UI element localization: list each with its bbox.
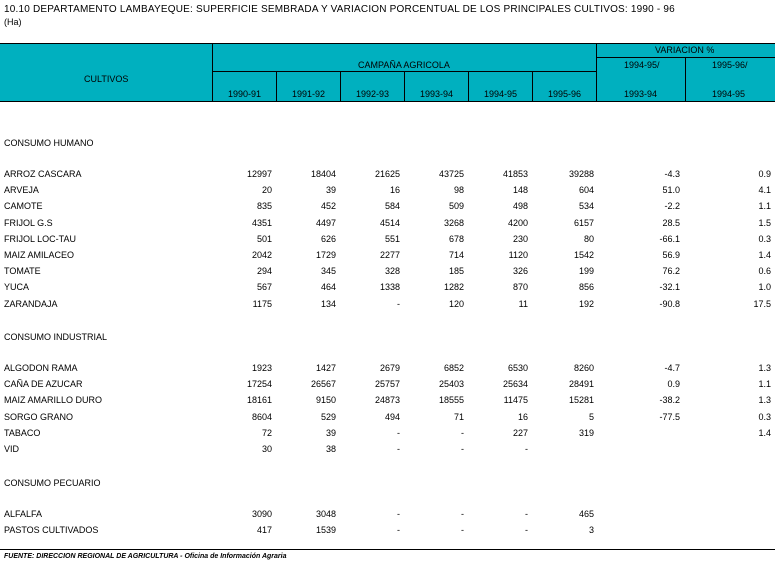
crop-name: ZARANDAJA (4, 298, 58, 309)
footer-rule (0, 549, 775, 550)
area-value: 18161 (246, 395, 272, 406)
area-value: 199 (578, 266, 594, 277)
area-value: 15281 (568, 395, 594, 406)
area-value: 2277 (379, 250, 400, 260)
area-value: - (397, 427, 400, 438)
variation-value: 0.9 (758, 169, 771, 179)
variation-value: 4.1 (758, 185, 771, 196)
area-value: 464 (320, 282, 336, 293)
area-value: 148 (512, 185, 528, 196)
area-value: 39288 (568, 169, 594, 179)
table-row (0, 232, 775, 248)
area-value: 25757 (374, 379, 400, 390)
table-row (0, 248, 775, 264)
area-value: 39 (325, 185, 336, 196)
area-value: 1729 (315, 250, 336, 260)
header-year: 1991-92 (292, 89, 326, 99)
area-value: 28491 (568, 379, 594, 390)
table-row (0, 410, 775, 426)
source-footnote: FUENTE: DIRECCION REGIONAL DE AGRICULTURA - Oficina de Información Agraria (4, 553, 287, 560)
area-value: 6852 (443, 363, 464, 373)
area-value: 1282 (443, 282, 464, 293)
header-var-top: 1995-96/ (712, 60, 748, 70)
area-value: 230 (512, 233, 528, 244)
table-row (0, 216, 775, 232)
area-value: 529 (320, 411, 336, 422)
area-value: 567 (256, 282, 272, 293)
area-value: 25634 (502, 379, 528, 390)
crop-name: MAIZ AMILACEO (4, 250, 75, 260)
header-top-border (0, 43, 775, 44)
crop-name: TOMATE (4, 266, 41, 277)
crop-name: CAMOTE (4, 201, 43, 212)
crop-name: CAÑA DE AZUCAR (4, 379, 83, 390)
variation-value: 0.3 (758, 411, 771, 422)
area-value: 134 (320, 298, 336, 309)
area-value: 18404 (310, 169, 336, 179)
variation-value: 1.5 (758, 217, 771, 228)
area-value: 120 (448, 298, 464, 309)
area-value: - (397, 509, 400, 519)
section-heading: CONSUMO PECUARIO (4, 478, 101, 488)
area-value: 714 (448, 250, 464, 260)
variation-value: 1.1 (758, 379, 771, 390)
area-value: 319 (578, 427, 594, 438)
area-value: 584 (384, 201, 400, 212)
table-header (0, 43, 775, 101)
area-value: 80 (583, 233, 594, 244)
area-value: 328 (384, 266, 400, 277)
crop-name: MAIZ AMARILLO DURO (4, 395, 103, 406)
area-value: 417 (256, 525, 272, 536)
table-row (0, 442, 775, 458)
area-value: 26567 (310, 379, 336, 390)
area-value: - (397, 444, 400, 454)
area-value: 345 (320, 266, 336, 277)
unit-label: (Ha) (4, 17, 22, 27)
header-bottom-border (0, 101, 775, 102)
area-value: 1923 (251, 363, 272, 373)
area-value: 1539 (315, 525, 336, 536)
header-year: 1992-93 (356, 89, 390, 99)
area-value: 494 (384, 411, 400, 422)
table-row (0, 264, 775, 280)
crop-name: YUCA (4, 282, 30, 293)
variation-value: 1.1 (758, 201, 771, 212)
crop-name: FRIJOL G.S (4, 217, 53, 228)
header-divider (685, 57, 686, 101)
header-variacion: VARIACION % (655, 45, 715, 55)
header-divider (212, 43, 213, 101)
area-value: 6157 (573, 217, 594, 228)
variation-value: 1.3 (758, 395, 771, 406)
area-value: 509 (448, 201, 464, 212)
crop-name: VID (4, 444, 20, 454)
area-value: 227 (512, 427, 528, 438)
area-value: 1338 (379, 282, 400, 293)
header-divider (532, 71, 533, 101)
area-value: 1120 (508, 250, 528, 260)
crop-name: ARVEJA (4, 185, 39, 196)
crop-name: PASTOS CULTIVADOS (4, 525, 99, 536)
area-value: 24873 (374, 395, 400, 406)
area-value: 43725 (438, 169, 464, 179)
area-value: 678 (448, 233, 464, 244)
header-var-top: 1994-95/ (624, 60, 660, 70)
area-value: 2042 (251, 250, 272, 260)
variation-value: -38.2 (659, 395, 680, 406)
area-value: 604 (578, 185, 594, 196)
area-value: - (461, 509, 464, 519)
area-value: 185 (448, 266, 464, 277)
variation-value: 1.3 (758, 363, 771, 373)
header-year: 1995-96 (548, 89, 582, 99)
variation-value: -32.1 (659, 282, 680, 293)
variation-value: -4.3 (664, 169, 680, 179)
table-row (0, 523, 775, 539)
area-value: 856 (578, 282, 594, 293)
area-value: - (525, 444, 528, 454)
variation-value: 1.0 (758, 282, 771, 293)
table-row (0, 377, 775, 393)
area-value: 4351 (251, 217, 272, 228)
table-row (0, 426, 775, 442)
variation-value: 17.5 (753, 298, 771, 309)
header-divider (340, 71, 341, 101)
area-value: 98 (453, 185, 464, 196)
area-value: 4514 (379, 217, 400, 228)
area-value: 71 (453, 411, 464, 422)
area-value: - (397, 298, 400, 309)
area-value: 498 (512, 201, 528, 212)
area-value: 2679 (379, 363, 400, 373)
table-row (0, 361, 775, 377)
area-value: 192 (578, 298, 594, 309)
area-value: - (525, 509, 528, 519)
header-divider (276, 71, 277, 101)
area-value: 3 (588, 525, 594, 536)
area-value: 501 (256, 233, 272, 244)
header-divider (404, 71, 405, 101)
variation-value: -2.2 (664, 201, 680, 212)
area-value: 870 (512, 282, 528, 293)
section-heading: CONSUMO INDUSTRIAL (4, 332, 108, 342)
area-value: 16 (517, 411, 528, 422)
variation-value: 0.6 (758, 266, 771, 277)
area-value: 5 (588, 411, 594, 422)
area-value: 8604 (251, 411, 272, 422)
area-value: 11475 (503, 395, 528, 406)
header-cultivos: CULTIVOS (84, 74, 129, 84)
area-value: - (397, 525, 400, 536)
table-title: 10.10 DEPARTAMENTO LAMBAYEQUE: SUPERFICIE SEMBRADA Y VARIACION PORCENTUAL DE LOS PRINCIPALES CULTIVOS: 1990 - 96 (4, 4, 675, 15)
table-row (0, 393, 775, 409)
area-value: 17254 (246, 379, 272, 390)
table-row (0, 183, 775, 199)
header-year: 1993-94 (420, 89, 454, 99)
area-value: 551 (384, 233, 400, 244)
variation-value: 28.5 (662, 217, 680, 228)
variation-value: 1.4 (758, 250, 771, 260)
area-value: 8260 (573, 363, 594, 373)
area-value: 3268 (443, 217, 464, 228)
area-value: 1175 (252, 298, 272, 309)
area-value: 12997 (246, 169, 272, 179)
area-value: 3048 (315, 509, 336, 519)
header-var-bottom: 1993-94 (624, 89, 658, 99)
area-value: 4497 (315, 217, 336, 228)
area-value: 452 (320, 201, 336, 212)
area-value: 30 (261, 444, 272, 454)
variation-value: 51.0 (662, 185, 680, 196)
table-row (0, 297, 775, 313)
area-value: 1542 (573, 250, 594, 260)
area-value: 465 (578, 509, 594, 519)
table-row (0, 167, 775, 183)
area-value: 1427 (315, 363, 336, 373)
area-value: 11 (518, 298, 528, 309)
area-value: 38 (325, 444, 336, 454)
area-value: - (461, 444, 464, 454)
crop-name: ARROZ CASCARA (4, 169, 82, 179)
header-var-bottom: 1994-95 (712, 89, 746, 99)
area-value: 326 (512, 266, 528, 277)
area-value: 294 (256, 266, 272, 277)
area-value: 18555 (438, 395, 464, 406)
area-value: 25403 (438, 379, 464, 390)
area-value: 41853 (502, 169, 528, 179)
crop-name: FRIJOL LOC-TAU (4, 233, 77, 244)
variation-value: 76.2 (662, 266, 680, 277)
variation-value: 1.4 (758, 427, 771, 438)
variation-value: 0.3 (758, 233, 771, 244)
area-value: 4200 (507, 217, 528, 228)
header-divider (468, 71, 469, 101)
area-value: 39 (325, 427, 336, 438)
table-row (0, 280, 775, 296)
crop-name: ALGODON RAMA (4, 363, 78, 373)
area-value: 534 (578, 201, 594, 212)
header-year: 1994-95 (484, 89, 518, 99)
section-heading: CONSUMO HUMANO (4, 138, 94, 148)
area-value: 3090 (251, 509, 272, 519)
area-value: 626 (320, 233, 336, 244)
header-campana: CAMPAÑA AGRICOLA (358, 60, 450, 70)
area-value: 20 (261, 185, 272, 196)
table-row (0, 199, 775, 215)
area-value: 835 (256, 201, 272, 212)
header-divider (596, 43, 597, 101)
crop-name: SORGO GRANO (4, 411, 74, 422)
area-value: - (525, 525, 528, 536)
variation-value: 56.9 (662, 250, 680, 260)
variation-value: 0.9 (667, 379, 680, 390)
variation-value: -4.7 (664, 363, 680, 373)
area-value: 16 (389, 185, 400, 196)
area-value: 72 (261, 427, 272, 438)
variation-value: -77.5 (659, 411, 680, 422)
table-row (0, 507, 775, 523)
area-value: 21625 (374, 169, 400, 179)
header-year: 1990-91 (228, 89, 262, 99)
area-value: - (461, 427, 464, 438)
variation-value: -66.1 (659, 233, 680, 244)
area-value: - (461, 525, 464, 536)
area-value: 6530 (507, 363, 528, 373)
crop-name: TABACO (4, 427, 41, 438)
crop-name: ALFALFA (4, 509, 43, 519)
variation-value: -90.8 (659, 298, 680, 309)
area-value: 9150 (315, 395, 336, 406)
